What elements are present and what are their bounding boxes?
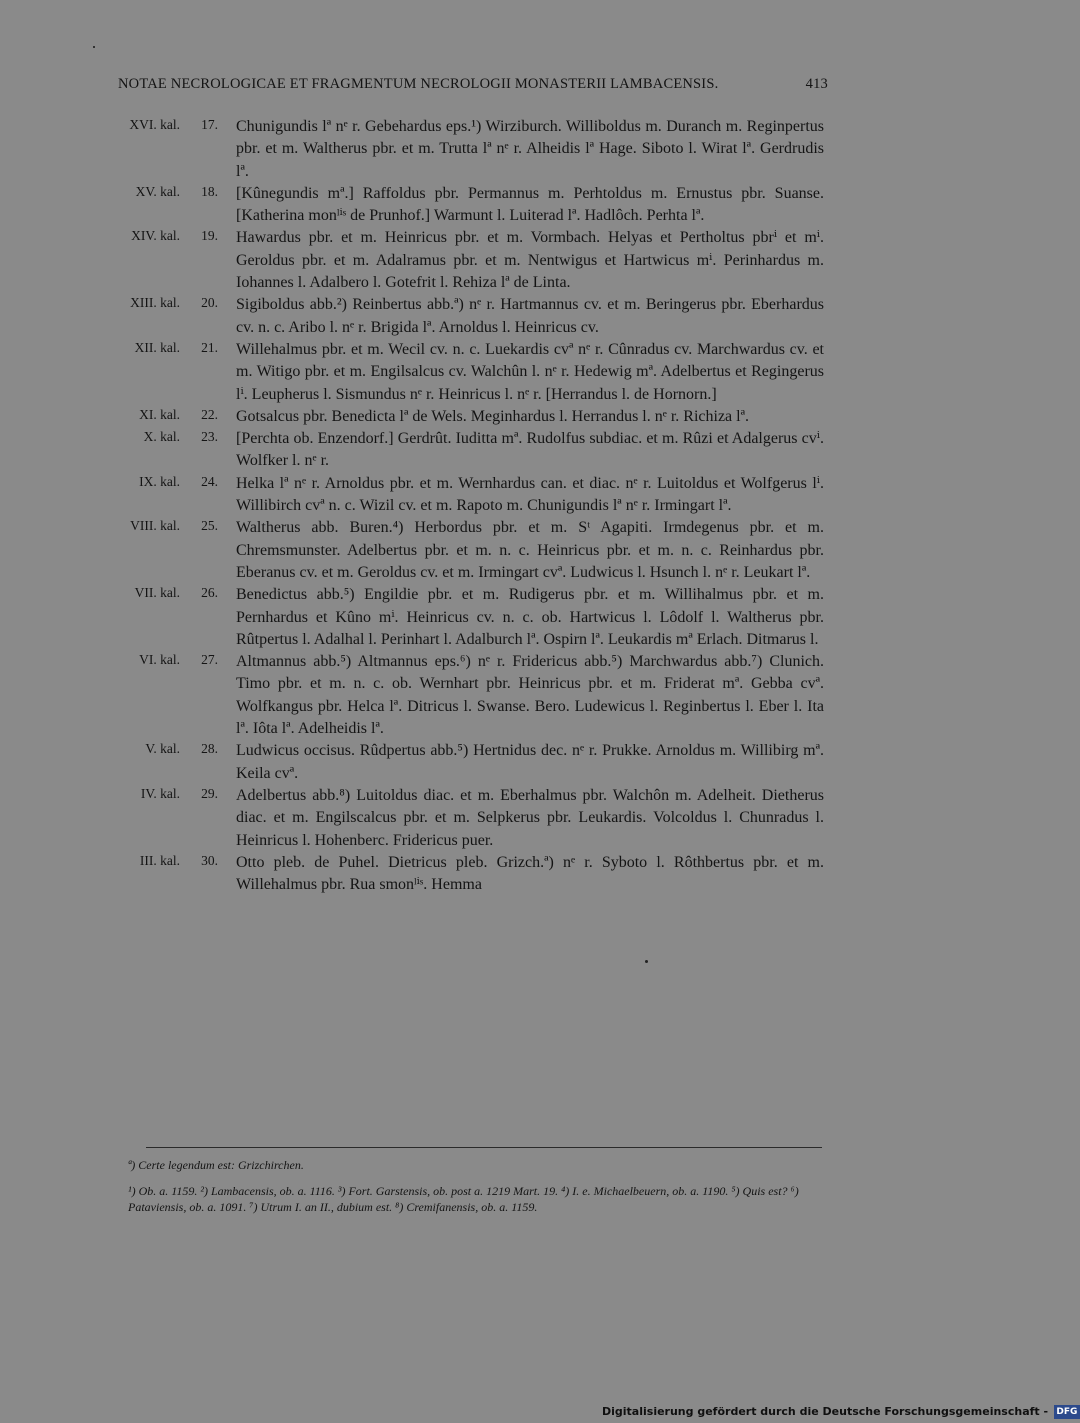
entry-day: VIII. kal. — [130, 518, 180, 534]
entry-number: 25. — [201, 518, 218, 534]
ink-speck — [645, 960, 648, 963]
entry-xiii-kal — [0, 294, 1000, 339]
entry-text: Otto pleb. de Puhel. Dietricus pleb. Grizch.ª) nᵉ r. Syboto l. Rôthbertus pbr. et m. Willehalmus pbr. Rua smonˡⁱˢ. Hemma — [236, 853, 824, 894]
necrology-entries — [0, 116, 1000, 896]
entry-number: 28. — [201, 741, 218, 757]
entry-number: 19. — [201, 228, 218, 244]
entry-day: IV. kal. — [140, 785, 180, 801]
entry-xiv-kal — [0, 227, 1000, 294]
entry-number: 17. — [201, 117, 218, 132]
entry-text: Gotsalcus pbr. Benedicta lª de Wels. Meginhardus l. Herrandus l. nᵉ r. Richiza lª. — [236, 407, 750, 425]
entry-day: III. kal. — [139, 852, 180, 868]
entry-day: VII. kal. — [134, 585, 180, 601]
entry-iv-kal — [0, 785, 1000, 852]
entry-text: [Perchta ob. Enzendorf.] Gerdrût. Iuditta mª. Rudolfus subdiac. et m. Rûzi et Adalgerus cvⁱ. Wolfker l. nᵉ r. — [236, 430, 824, 470]
entry-number: 29. — [201, 785, 218, 801]
entry-day: XIV. kal. — [131, 228, 180, 244]
entry-number: 30. — [201, 852, 218, 868]
historical-footnotes: ¹) Ob. a. 1159. ²) Lambacensis, ob. a. 1116. ³) Fort. Garstensis, ob. post a. 1219 Mart. 19. ⁴) I. e. Michaelbeuern, ob. a. 1190. ⁵) Quis est? ⁶) Pataviensis, ob. a. 1091. ⁷) Utrum I. an II., dubium est. ⁸) Cremifanensis, ob. a. 1159. — [128, 1184, 799, 1214]
entry-ix-kal — [0, 473, 1000, 518]
header-title: NOTAE NECROLOGICAE ET FRAGMENTUM NECROLOGII MONASTERII LAMBACENSIS. — [118, 76, 719, 92]
entry-vii-kal — [0, 584, 1000, 651]
running-header — [118, 76, 828, 93]
entry-number: 23. — [201, 429, 218, 445]
entry-day: V. kal. — [145, 741, 180, 757]
entry-iii-kal — [0, 852, 1000, 897]
entry-number: 24. — [201, 473, 218, 489]
entry-vi-kal — [0, 651, 1000, 740]
entry-text: Helka lª nᵉ r. Arnoldus pbr. et m. Wernhardus can. et diac. nᵉ r. Luitoldus et Wolfgerus lⁱ. Willibirch cvª n. c. Wizil cv. et m. Rapoto m. Chunigundis lª nᵉ r. Irmingart lª. — [236, 474, 824, 515]
entry-number: 27. — [201, 652, 218, 668]
entry-viii-kal — [0, 517, 1000, 584]
entry-text: Adelbertus abb.⁸) Luitoldus diac. et m. Eberhalmus pbr. Walchôn m. Adelheit. Dietherus diac. et m. Engilscalcus pbr. et m. Selpkerus pbr. Leukardis. Volcoldus l. Chunradus l. Heinricus l. Hohenberc. Fridericus puer. — [236, 786, 824, 849]
entry-text: [Kûnegundis mª.] Raffoldus pbr. Permannus m. Perhtoldus m. Ernustus pbr. Suanse. [Katherina monˡⁱˢ de Prunhof.] Warmunt l. Luiterad lª. Hadlôch. Perhta lª. — [236, 184, 824, 225]
entry-number: 18. — [201, 183, 218, 199]
entry-text: Ludwicus occisus. Rûdpertus abb.⁵) Hertnidus dec. nᵉ r. Prukke. Arnoldus m. Willibirg mª. Keila cvª. — [236, 742, 824, 782]
entry-xvi-kal — [0, 116, 1000, 183]
credit-text: Digitalisierung gefördert durch die Deutsche Forschungsgemeinschaft - — [602, 1405, 1049, 1418]
entry-day: XI. kal. — [139, 406, 180, 422]
textual-footnote: ª) Certe legendum est: Grizchirchen. — [128, 1158, 304, 1172]
entry-day: VI. kal. — [139, 652, 180, 668]
dfg-logo: DFG — [1054, 1405, 1080, 1419]
entry-text: Benedictus abb.⁵) Engildie pbr. et m. Rudigerus pbr. et m. Willihalmus pbr. et m. Pernhardus et Kûno mⁱ. Heinricus cv. n. c. ob. Hartwicus l. Lôdolf l. Waltherus pbr. Rûtpertus l. Adalhal l. Perinhart l. Adalburch lª. Ospirn lª. Leukardis mª Erlach. Ditmarus l. — [236, 586, 824, 648]
entry-xi-kal — [0, 406, 1000, 428]
entry-text: Chunigundis lª nᵉ r. Gebehardus eps.¹) Wirziburch. Williboldus m. Duranch m. Reginpertus pbr. et m. Waltherus pbr. et m. Trutta lª nᵉ r. Alheidis lª Hage. Siboto l. Wirat lª. Gerdrudis lª. — [236, 118, 824, 180]
entry-number: 20. — [201, 295, 218, 311]
footnote-rule — [146, 1147, 822, 1148]
entry-text: Altmannus abb.⁵) Altmannus eps.⁶) nᵉ r. Fridericus abb.⁵) Marchwardus abb.⁷) Clunich. Timo pbr. et m. n. c. ob. Wernhart pbr. Heinricus pbr. et m. Friderat mª. Gebba cvª. Wolfkangus pbr. Helca lª. Ditricus l. Swanse. Bero. Ludewicus l. Reginbertus l. Eber l. Ita lª. Iôta lª. Adelheidis lª. — [236, 653, 824, 738]
entry-number: 22. — [201, 406, 218, 422]
entry-text: Waltherus abb. Buren.⁴) Herbordus pbr. et m. Sᵗ Agapiti. Irmdegenus pbr. et m. Chremsmunster. Adelbertus pbr. et m. n. c. Heinricus pbr. et m. n. c. Reinhardus pbr. Eberanus cv. et m. Geroldus cv. et m. Irmingart cvª. Ludwicus l. Hsunch l. nᵉ r. Leukart lª. — [236, 519, 824, 581]
entry-xii-kal — [0, 339, 1000, 406]
entry-v-kal — [0, 740, 1000, 785]
entry-x-kal — [0, 428, 1000, 473]
entry-day: X. kal. — [143, 429, 180, 445]
entry-day: XV. kal. — [135, 183, 180, 199]
page-number: 413 — [805, 76, 828, 92]
entry-number: 21. — [201, 339, 218, 355]
entry-text: Willehalmus pbr. et m. Wecil cv. n. c. Luekardis cvª nᵉ r. Cûnradus cv. Marchwardus cv. et m. Witigo pbr. et m. Engilsalcus cv. Walchûn l. nᵉ r. Hedewig mª. Adelbertus et Regingerus lⁱ. Leupherus l. Sismundus nᵉ r. Heinricus l. nᵉ r. [Herrandus l. de Hornorn.] — [236, 340, 824, 403]
digitization-credit — [602, 1405, 1080, 1419]
entry-day: XVI. kal. — [129, 117, 180, 132]
entry-day: IX. kal. — [139, 473, 180, 489]
entry-day: XIII. kal. — [130, 295, 180, 311]
margin-mark — [93, 46, 95, 48]
entry-day: XII. kal. — [134, 339, 180, 355]
entry-number: 26. — [201, 585, 218, 601]
entry-text: Hawardus pbr. et m. Heinricus pbr. et m. Vormbach. Helyas et Pertholtus pbrⁱ et mⁱ. Geroldus pbr. et m. Adalramus pbr. et m. Nentwigus et Hartwicus mⁱ. Perinhardus m. Iohannes l. Adalbero l. Gotefrit l. Rehiza lª de Linta. — [236, 229, 824, 292]
entry-xv-kal — [0, 183, 1000, 228]
entry-text: Sigiboldus abb.²) Reinbertus abb.ª) nᵉ r. Hartmannus cv. et m. Beringerus pbr. Eberhardus cv. n. c. Aribo l. nᵉ r. Brigida lª. Arnoldus l. Heinricus cv. — [236, 296, 824, 336]
